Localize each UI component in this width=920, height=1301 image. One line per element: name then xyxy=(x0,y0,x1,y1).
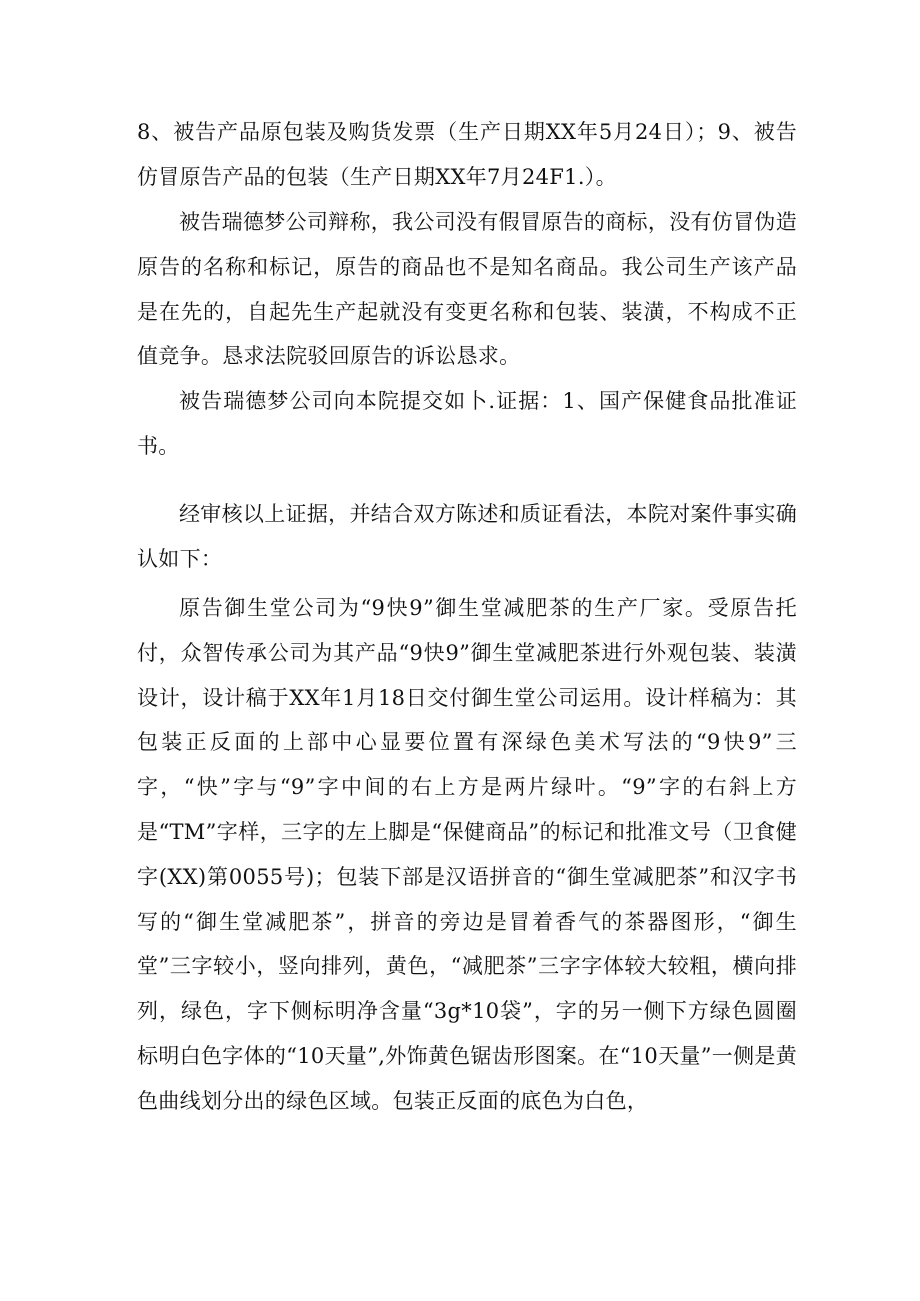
paragraph-facts-finding: 原告御生堂公司为“9快9”御生堂减肥茶的生产厂家。受原告托付，众智传承公司为其产品“9快9”御生堂减肥茶进行外观包装、装潢设计，设计稿于XX年1月18日交付御生堂公司运用。设计样稿为：其包装正反面的上部中心显要位置有深绿色美术写法的“9快9”三字，“快”字与“9”字中间的右上方是两片绿叶。“9”字的右斜上方是“TM”字样，三字的左上脚是“保健商品”的标记和批准文号（卫食健字(XX)第0055号)；包装下部是汉语拼音的“御生堂减肥茶”和汉字书写的“御生堂减肥茶”，拼音的旁边是冒着香气的茶器图形，“御生堂”三字较小，竖向排列，黄色，“减肥茶”三字字体较大较粗，横向排列，绿色，字下侧标明净含量“3g*10袋”，字的另一侧下方绿色圆圈标明白色字体的“10天量”,外饰黄色锯齿形图案。在“10天量”一侧是黄色曲线划分出的绿色区域。包装正反面的底色为白色， xyxy=(137,596,797,1113)
paragraph-evidence-list: 8、被告产品原包装及购货发票（生产日期XX年5月24日）；9、被告仿冒原告产品的包装（生产日期XX年7月24F1.）。 xyxy=(137,120,797,189)
paragraph-defendant-defense: 被告瑞德梦公司辩称，我公司没有假冒原告的商标，没有仿冒伪造原告的名称和标记，原告的商品也不是知名商品。我公司生产该产品是在先的，自起先生产起就没有变更名称和包装、装潢，不构成不正值竞争。恳求法院驳回原告的诉讼恳求。 xyxy=(137,210,797,369)
paragraph-court-review: 经审核以上证据，并结合双方陈述和质证看法，本院对案件事实确认如下： xyxy=(137,502,797,571)
paragraph-defendant-evidence: 被告瑞德梦公司向本院提交如卜.证据：1、国产保健食品批准证书。 xyxy=(137,389,797,458)
